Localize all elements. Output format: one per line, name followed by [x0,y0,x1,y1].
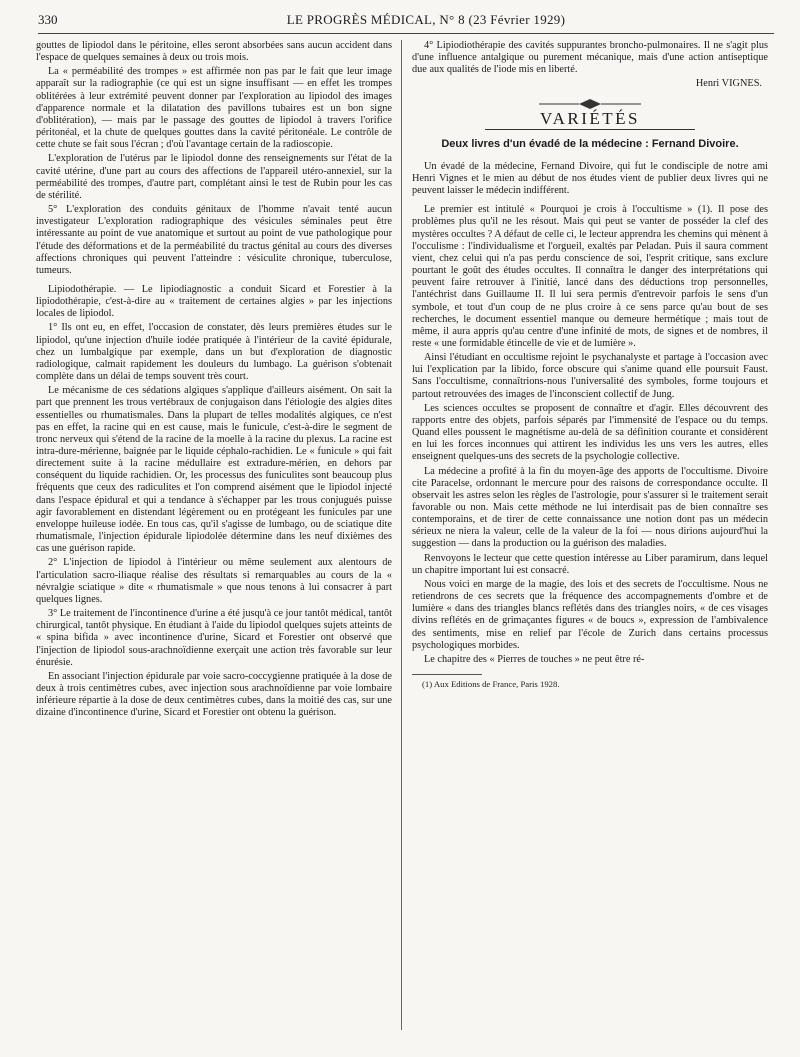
paragraph: gouttes de lipiodol dans le péritoine, elles seront absorbées sans aucun accident dans l'espace de quelques semaines à deux ou trois mois. [36,40,392,64]
footnote: (1) Aux Editions de France, Paris 1928. [422,679,560,690]
footnote-rule [412,674,482,675]
author-signature: Henri VIGNES. [695,78,762,90]
paragraph: Nous voici en marge de la magie, des lois et des secrets de l'occultisme. Nous ne retiendrons de ces secrets que la fréquence des accompagnements d'ombre et de lumière « dans des triangles blancs reflétés dans des triangles noirs, « de ces visages divins reflétés en de grimaçantes figures « de boucs », expression de l'ambivalence des sentiments, mise en relief par l'école de Zurich dans certains processus psychologiques morbides. [412,578,768,651]
paragraph: Les sciences occultes se proposent de connaître et d'agir. Elles découvrent des rapports entre des objets, parfois séparés par l'immensité de l'espace ou du temps. Quand elles poussent le magnétisme au-delà de sa définition courante et considèrent en lui les forces inconnues qui attirent les individus les uns vers les autres, elles enseignent quelques-uns des secrets de la psychologie collective. [412,402,768,463]
right-column [412,40,768,689]
paragraph: 1° Ils ont eu, en effet, l'occasion de constater, dès leurs premières études sur le lipiodol, qu'une injection d'huile iodée pratiquée à l'intérieur de la cavité épidurale, chez un lumbalgique par exemple, dans un but d'exploration de diagnostic radiologique, calmait rapidement les douleurs du lumbago. La guérison s'obtenait complète dans un délai de temps souvent très court. [36,322,392,383]
paragraph: La médecine a profité à la fin du moyen-âge des apports de l'occultisme. Divoire cite Paracelse, ordonnant le mercure pour des raisons de correspondance occulte. Il observait les astres selon les règles de l'astrologie, pour s'assurer si le traitement serait favorable ou non. Mais cette méthode ne lui interdisait pas de bien connaître ses contemporains, et de tirer de cette connaissance une notion dont pas un médecin sérieux ne niera la valeur, celle de la valeur de la foi — nous dirions aujourd'hui la suggestion — dans la production ou la guérison des maladies. [412,465,768,550]
page-number: 330 [38,12,58,27]
left-column [36,40,392,721]
section-rule [485,129,695,130]
paragraph: 4° Lipiodiothérapie des cavités suppurantes broncho-pulmonaires. Il ne s'agit plus d'une influence antalgique ou purement mécanique, mais d'une action antiseptique due aux qualités de l'iode mis en liberté. [412,40,768,76]
paragraph: Le mécanisme de ces sédations algiques s'applique d'ailleurs aisément. On sait la part que prennent les trous vertébraux de conjugaison dans l'étiologie des algies dites essentielles ou rhumatismales. Dans la plupart de telles modalités algiques, ce n'est pas en effet, la racine qui en est cause, mais le funicule, c'est-à-dire le segment de tronc nerveux qui s'étend de la racine de la moelle à la racine du plexus. La racine est intra-dure-mérienne, baignée par le liquide céphalo-rachidien. Le « funicule » qui fait directement suite à la racine médullaire est extradure-mérien, en dehors par conséquent du liquide rachidien. Or, les processus des funiculites sont beaucoup plus fréquents que ceux des radiculites et l'on comprend aisément que le lipiodol injecté dans l'espace épidural et qui a tendance à s'échapper par les trous conjugués puisse agir favorablement en distendant légèrement ou en protégeant les funicules par une enveloppe huileuse iodée. En tous cas, qu'il s'agisse de lumbago, ou de sciatique dite rhumatismale, l'injection épidurale lipiodolée détermine dans les neuf dixièmes des cas une guérison rapide. [36,385,392,555]
paragraph: 3° Le traitement de l'incontinence d'urine a été jusqu'à ce jour tantôt médical, tantôt chirurgical, tantôt physique. En étudiant à l'aide du lipiodol quelques sujets atteints de « spina bifida » avec incontinence d'urine, Sicard et Forestier ont observé que l'injection de lipiodol sous-arachnoïdienne exerçait une action très favorable sur leur énurésie. [36,608,392,668]
paragraph: Le premier est intitulé « Pourquoi je crois à l'occultisme » (1). Il pose des problèmes plus qu'il ne les résout. Mais qui peut se vanter de posséder la clef des mystères occultes ? A défaut de celle ci, le lecteur apprendra les chemins qui mènent à l'occulisme : l'individualisme et l'orgueil, exaltés par Peladan. Puis il saura comment vient, chez celui qui n'a pas perdu conscience de soi, l'esprit critique, sans exclure pourtant le goût des études occultes. Il connaîtra le danger des interprétations qui peuvent faire retrouver à l'initié, lancé dans des déductions trop personnelles, l'antéchrist dans Guillaume II. Il lui sera permis d'entrevoir parfois le sens d'un symbole, et tout d'un coup de ne plus croire à ce sens parce qu'au bout de ses recherches, le document essentiel manque ou demeure hermétique ; mais tout de même, il aura appris qu'au centre d'une infinité de mots, de signes et de nombres, il reste « une formidable étincelle de vie et de lumière ». [412,204,768,349]
running-header [38,12,774,32]
section-title: VARIÉTÉS [540,108,640,128]
paragraph: 2° L'injection de lipiodol à l'intérieur ou même seulement aux alentours de l'articulation sacro-iliaque réalise des résultats si remarquables au cours de la « névralgie sciatique » dite « rhumatismale » que nous tenons à lui consacrer à part quelques lignes. [36,557,392,605]
running-title: LE PROGRÈS MÉDICAL, N° 8 (23 Février 1929) [286,12,566,27]
paragraph: Le chapitre des « Pierres de touches » ne peut être ré- [424,653,645,665]
paragraph: Renvoyons le lecteur que cette question intéresse au Liber paramirum, dans lequel un chapitre important lui est consacré. [412,552,768,576]
paragraph: L'exploration de l'utérus par le lipiodol donne des renseignements sur l'état de la cavité utérine, d'une part au cours des affections de l'appareil utéro-annexiel, sur la perméabilité des trompes, d'autre part, complétant ainsi le test de Rubin pour les cas de stérilité. [36,153,392,201]
paragraph: Lipiodothérapie. — Le lipiodiagnostic a conduit Sicard et Forestier à la lipiodothérapie, c'est-à-dire au « traitement de certaines algies » par les injections locales de lipiodol. [36,283,392,320]
header-rule [38,33,774,34]
paragraph: En associant l'injection épidurale par voie sacro-coccygienne pratiquée à la dose de deux à trois centimètres cubes, avec injection sous arachnoïdienne par voie lombaire inférieure répartie à la dose de deux centimètres cubes, dans la moitié des cas, sur une dizaine d'incontinence d'urine, Sicard et Forestier ont obtenu la guérison. [36,670,392,719]
paragraph: Ainsi l'étudiant en occultisme rejoint le psychanalyste et partage à l'occasion avec lui l'explication par la libido, force obscure qui s'anime quand elle poursuit Faust. Sans l'occultisme, connaîtrions-nous l'universalité des symboles, forme toujours et partout retrouvées des images de l'inconscient collectif de Jung. [412,352,768,400]
paragraph: Un évadé de la médecine, Fernand Divoire, qui fut le condisciple de notre ami Henri Vignes et le mien au début de nos études vient de publier deux livres qui ne peuvent laisser le médecin indifférent. [412,160,768,197]
paragraph: 5° L'exploration des conduits génitaux de l'homme n'avait tenté aucun investigateur L'exploration radiographique des vésicules séminales peut être intéressante au point de vue anatomique et surtout au point de vue pathologique pour l'étude des déformations et de la perméabilité du tractus génital au cours des diverses affections chroniques qui peuvent l'atteindre : vésiculite chronique, tuberculose, tumeurs. [36,204,392,276]
paragraph: La « perméabilité des trompes » est affirmée non pas par le fait que leur image apparaît sur la radiographie (ce qui est un signe insuffisant — en effet les trompes oblitérées à leur extrémité peuvent donner par l'exploration au lipiodol des images d'apparence normale et la dilatation des pavillons tubaires est un bon signe d'oblitération), — mais par le passage des gouttes de lipiodol à travers l'orifice péritonéal, et la chute de quelques gouttes dans la cavité péritonéale. Le contrôle de cette chute se fait sous l'écran ; d'où l'avantage certain de la radioscopie. [36,66,392,151]
column-divider [401,40,402,1030]
article-title: Deux livres d'un évadé de la médecine : Fernand Divoire. [441,137,739,150]
